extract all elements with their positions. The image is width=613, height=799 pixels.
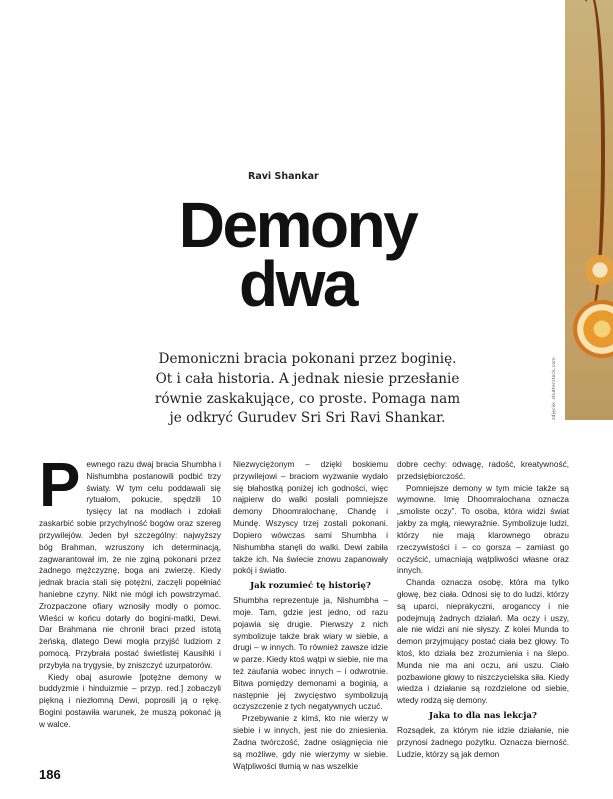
lead-line: Ot i cała historia. A jednak niesie przesłanie	[155, 370, 460, 387]
drop-cap: P	[39, 451, 81, 520]
author-name: Ravi Shankar	[248, 171, 319, 182]
body-paragraph: Chanda oznacza osobę, która ma tylko głowę, bez ciała. Odnosi się to do ludzi, którzy są uparci, nieprakyczni, aroganccy i nie podejmują żadnych działań. Ma oczy i uszy, ale nie widzi ani nie słyszy. Z kolei Munda to demon przyjmujący postać ciała bez głowy. To ktoś, kto działa bez zrozumienia i na ślepo. Munda nie ma ani oczu, ani uszu. Ciało pozbawione głowy to niszczycielska siła. Kiedy wiedza i działanie są rozdzielone od siebie, wtedy rodzą się demony.	[397, 578, 569, 706]
lead-line: Demoniczni bracia pokonani przez boginię.	[158, 351, 457, 367]
lead-line: równie zaskakujące, co proste. Pomaga nam	[154, 390, 461, 407]
article-title	[120, 189, 475, 320]
column-1	[39, 451, 221, 731]
small-flower	[585, 255, 613, 285]
body-paragraph: Pomniejsze demony w tym micie także są wymowne. Imię Dhoomralochana oznacza „smoliste oczy”. To osoba, która widzi świat jakby za mgłą, niewyraźnie. Symbolizuje ludzi, którzy nie mają klarownego obrazu rzeczywistości i – co gorsza – zamiast go oczyścić, umacniają wątpliwości własne oraz innych.	[397, 483, 569, 576]
lead-line: je odkryć Gurudev Sri Sri Ravi Shankar.	[169, 410, 446, 427]
page-number: 186	[39, 767, 61, 782]
body-paragraph: Kiedy obaj asurowie [potężne demony w buddyzmie i hinduizmie – przyp. red.] zobaczyli piękną i niezłomną Dewi, poprosili ją o rękę. Bogini postawiła warunek, że muszą pokonać ją w walce.	[39, 672, 221, 729]
flower	[573, 300, 613, 358]
lead-paragraph	[110, 350, 505, 429]
body-paragraph: ewnego razu dwaj bracia Shumbha i Nishumbha postanowili podbić trzy światy. W tym celu poddawali się rytuałom, pokucie, spędzili 10 tysięcy lat na modłach i zdołali zaskarbić sobie przychylność bogów oraz szereg przywilejów. Jeden był szczególny: najwyższy bóg Brahman, wzruszony ich determinacją, zagwarantował im, że nie zginą pokonani przez żadnego mężczyznę, boga ani zwierzę. Kiedy jednak bracia stali się potężni, zaczęli popełniać haniebne czyny. Nikt nie mógł ich powstrzymać. Zrozpaczone ofiary wznosiły modły o pomoc. Wieści w końcu dotarły do bogini-matki, Dewi. Dar Brahmana nie chronił braci przed istotą żeńską, dlatego Dewi mogła przyjść ludziom z pomocą. Przybrała postać świetlistej Kausihki i przybyła na trygysie, by zniszczyć uzurpatorów.	[39, 460, 221, 670]
side-illustration	[565, 0, 613, 420]
column-2	[233, 459, 388, 772]
body-paragraph: Rozsądek, za którym nie idzie działanie, nie przynosi żadnego pożytku. Oznacza bierność. Ludzie, którzy są jak demon	[397, 726, 569, 759]
section-heading: Jaka to dla nas lekcja?	[429, 711, 537, 722]
title-line: dwa	[239, 248, 356, 320]
body-paragraph: dobre cechy: odwagę, radość, kreatywność, przedsiębiorczość.	[397, 460, 569, 481]
body-paragraph: Shumbha reprezentuje ja, Nishumbha – moje. Tam, gdzie jest jedno, od razu pojawia się drugie. Pierwszy z nich symbolizuje także brak wiary w siebie, a drugi – w innych. To również zawsze idzie w parze. Kiedy ktoś wątpi w siebie, nie ma też zaufania wobec innych – i odwrotnie. Bitwa pomiędzy demonami a boginią, a następnie jej zwycięstwo symbolizują oczyszczenie z tych negatywnych uczuć.	[233, 596, 388, 712]
body-paragraph: Przebywanie z kimś, kto nie wierzy w siebie i w innych, jest nie do zniesienia. Żadna twórczość, żadne osiągnięcia nie są możliwe, gdy nie wierzymy w siebie. Wątpliwości tłumią w nas wszelkie	[233, 714, 388, 771]
photo-credit: zdjęcie: shutterstock.com	[552, 357, 557, 420]
body-paragraph: Niezwyciężonym – dzięki boskiemu przywilejowi – braciom wyzwanie wydało się błahostką poniżej ich godności, więc najpierw do walki posłali pomniejsze demony Dhoomralochanę, Chandę i Mundę. Wszyscy trzej zostali pokonani. Dopiero wówczas sami Shumbha i Nishumbha stanęli do walki. Dewi zabiła także ich. Na świecie znowu zapanowały pokój i światło.	[233, 460, 388, 576]
title-line: Demony	[178, 189, 417, 261]
section-heading: Jak rozumieć tę historię?	[250, 581, 371, 592]
column-3	[397, 459, 569, 761]
